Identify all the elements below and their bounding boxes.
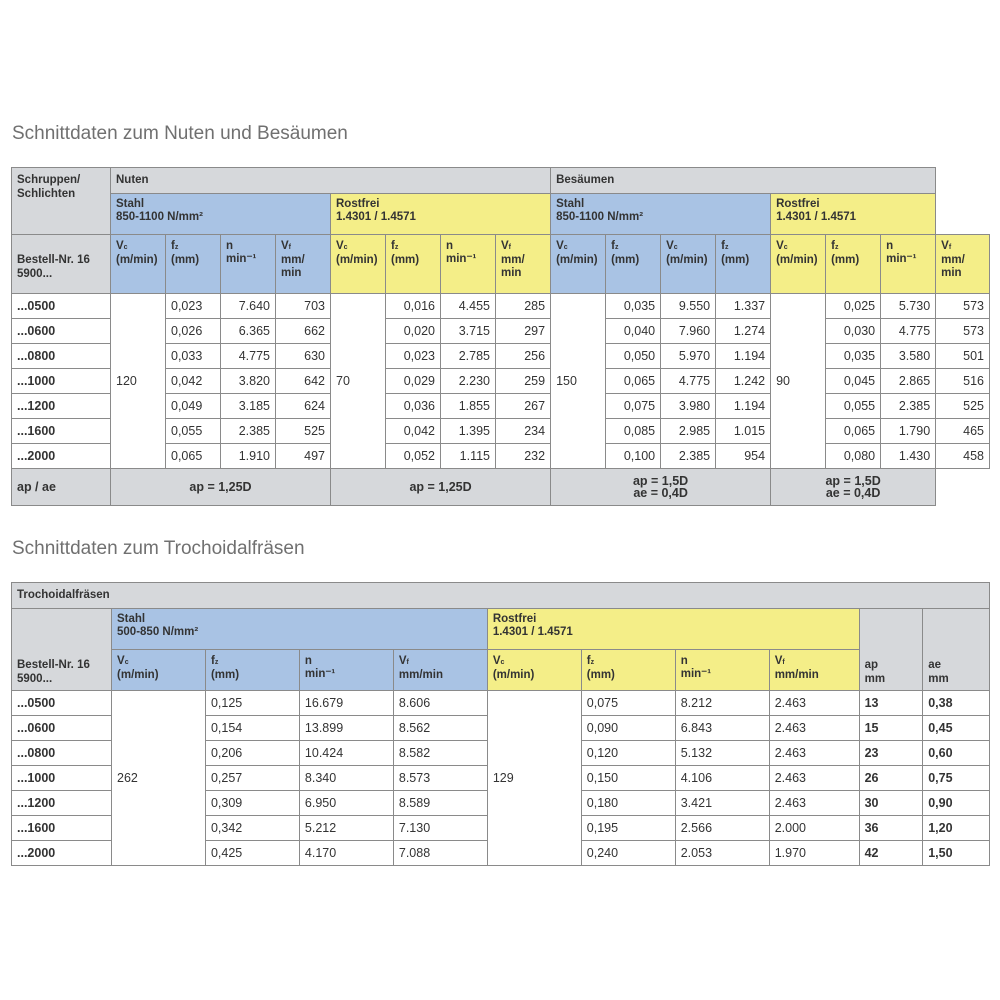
vf-cell: 7.088 [393, 841, 487, 866]
footer-besaeumen-rostfrei: ap = 1,5D ae = 0,4D [771, 469, 936, 506]
fz-cell: 1.242 [716, 369, 771, 394]
fz-cell: 1.194 [716, 344, 771, 369]
vf-cell: 662 [276, 319, 331, 344]
table-row [12, 294, 990, 319]
material-spec: 1.4301 / 1.4571 [492, 626, 573, 638]
ae-cell: 0,38 [923, 691, 990, 716]
material-spec: 850-1100 N/mm² [116, 211, 203, 223]
vf-cell: 2.463 [769, 766, 859, 791]
fz-cell: 0,020 [386, 319, 441, 344]
fz-cell: 0,036 [386, 394, 441, 419]
vf-cell: 516 [936, 369, 990, 394]
vf-cell: 2.463 [769, 716, 859, 741]
group-header-besaeumen: Besäumen [551, 168, 936, 194]
ae-cell: 0,75 [923, 766, 990, 791]
header-bestell-nr: Bestell-Nr. 16 5900... [12, 235, 111, 294]
vf-cell: 8.582 [393, 741, 487, 766]
vf-cell: 256 [496, 344, 551, 369]
n-cell: 4.775 [221, 344, 276, 369]
order-number: ...0800 [12, 344, 111, 369]
col-header-vc: Vc (m/min) [112, 650, 206, 691]
fz-cell: 0,030 [826, 319, 881, 344]
col-header-vc: Vc (m/min) [771, 235, 826, 294]
fz-cell: 0,040 [606, 319, 661, 344]
material-header-stahl [112, 609, 488, 650]
fz-cell: 0,065 [166, 444, 221, 469]
vf-cell: 234 [496, 419, 551, 444]
ap-cell: 13 [859, 691, 923, 716]
fz-cell: 0,045 [826, 369, 881, 394]
vc-rostfrei: 129 [487, 691, 581, 866]
section-title-trochoidal: Schnittdaten zum Trochoidalfräsen [12, 538, 305, 559]
vf-cell: 259 [496, 369, 551, 394]
cutting-data-table-nuten-besaeumen [11, 167, 990, 506]
vc-cell: 7.960 [661, 319, 716, 344]
fz-cell: 0,042 [166, 369, 221, 394]
vf-cell: 2.463 [769, 691, 859, 716]
ap-cell: 30 [859, 791, 923, 816]
vf-cell: 297 [496, 319, 551, 344]
ap-cell: 23 [859, 741, 923, 766]
vc-cell: 4.775 [661, 369, 716, 394]
header-schruppen-schlichten: Schruppen/ Schlichten [12, 168, 111, 235]
material-spec: 1.4301 / 1.4571 [336, 211, 416, 223]
ap-cell: 36 [859, 816, 923, 841]
header-bestell-nr: Bestell-Nr. 16 5900... [12, 650, 112, 691]
n-cell: 1.855 [441, 394, 496, 419]
n-cell: 6.365 [221, 319, 276, 344]
fz-cell: 0,023 [166, 294, 221, 319]
vf-cell: 285 [496, 294, 551, 319]
fz-cell: 0,023 [386, 344, 441, 369]
vf-cell: 501 [936, 344, 990, 369]
col-header-vc: Vc (m/min) [487, 650, 581, 691]
cutting-data-table-trochoidal [11, 582, 990, 866]
fz-cell: 0,180 [581, 791, 675, 816]
n-cell: 3.715 [441, 319, 496, 344]
vf-cell: 525 [276, 419, 331, 444]
order-number: ...1000 [12, 369, 111, 394]
fz-cell: 0,075 [606, 394, 661, 419]
n-cell: 5.730 [881, 294, 936, 319]
order-number: ...0500 [12, 691, 112, 716]
vf-cell: 7.130 [393, 816, 487, 841]
vf-cell: 573 [936, 319, 990, 344]
material-header-stahl-besaeumen [551, 194, 771, 235]
col-header-vf: Vf mm/ min [936, 235, 990, 294]
fz-cell: 0,100 [606, 444, 661, 469]
col-header-vc: Vc (m/min) [551, 235, 606, 294]
n-cell: 13.899 [299, 716, 393, 741]
order-number: ...0600 [12, 716, 112, 741]
n-cell: 2.865 [881, 369, 936, 394]
col-header-vf: Vf mm/ min [276, 235, 331, 294]
fz-cell: 0,042 [386, 419, 441, 444]
fz-cell: 1.337 [716, 294, 771, 319]
vf-cell: 630 [276, 344, 331, 369]
fz-cell: 0,085 [606, 419, 661, 444]
order-number: ...0500 [12, 294, 111, 319]
vc-cell: 2.385 [661, 444, 716, 469]
material-spec: 500-850 N/mm² [117, 626, 199, 638]
col-header-vc: Vc (m/min) [111, 235, 166, 294]
fz-cell: 0,195 [581, 816, 675, 841]
n-cell: 1.115 [441, 444, 496, 469]
n-cell: 6.843 [675, 716, 769, 741]
order-number: ...1200 [12, 791, 112, 816]
col-header-ap: ap mm [859, 650, 923, 691]
fz-cell: 1.015 [716, 419, 771, 444]
vf-cell: 465 [936, 419, 990, 444]
fz-cell: 0,049 [166, 394, 221, 419]
n-cell: 2.385 [221, 419, 276, 444]
order-number: ...1600 [12, 816, 112, 841]
material-spec: 1.4301 / 1.4571 [776, 211, 857, 223]
col-header-n: n min⁻¹ [299, 650, 393, 691]
ae-cell: 0,90 [923, 791, 990, 816]
n-cell: 3.820 [221, 369, 276, 394]
vf-cell: 624 [276, 394, 331, 419]
col-header-n: n min⁻¹ [221, 235, 276, 294]
n-cell: 7.640 [221, 294, 276, 319]
material-name: Stahl [556, 198, 585, 210]
table-row [12, 691, 990, 716]
vf-cell: 497 [276, 444, 331, 469]
col-header-vc: Vc (m/min) [331, 235, 386, 294]
n-cell: 3.580 [881, 344, 936, 369]
vc-cell: 2.985 [661, 419, 716, 444]
n-cell: 2.230 [441, 369, 496, 394]
vf-cell: 2.463 [769, 741, 859, 766]
n-cell: 1.430 [881, 444, 936, 469]
vf-cell: 8.606 [393, 691, 487, 716]
col-header-vf: Vf mm/ min [496, 235, 551, 294]
vf-cell: 2.000 [769, 816, 859, 841]
n-cell: 2.785 [441, 344, 496, 369]
col-header-n: n min⁻¹ [441, 235, 496, 294]
group-header-trochoidal: Trochoidalfräsen [12, 583, 990, 609]
n-cell: 1.790 [881, 419, 936, 444]
material-spec: 850-1100 N/mm² [556, 211, 644, 223]
fz-cell: 0,080 [826, 444, 881, 469]
material-name: Stahl [116, 198, 145, 210]
footer-nuten-stahl: ap = 1,25D [111, 469, 331, 506]
fz-cell: 0,025 [826, 294, 881, 319]
vf-cell: 642 [276, 369, 331, 394]
vf-cell: 703 [276, 294, 331, 319]
fz-cell: 0,150 [581, 766, 675, 791]
fz-cell: 0,125 [205, 691, 299, 716]
vf-cell: 8.562 [393, 716, 487, 741]
vc-besaeumen-stahl: 150 [551, 294, 606, 469]
n-cell: 10.424 [299, 741, 393, 766]
n-cell: 1.910 [221, 444, 276, 469]
n-cell: 2.053 [675, 841, 769, 866]
material-name: Rostfrei [336, 198, 380, 210]
fz-cell: 0,033 [166, 344, 221, 369]
fz-cell: 1.274 [716, 319, 771, 344]
fz-cell: 0,342 [205, 816, 299, 841]
header-ae-top [923, 609, 990, 650]
vf-cell: 267 [496, 394, 551, 419]
vf-cell: 573 [936, 294, 990, 319]
n-cell: 2.385 [881, 394, 936, 419]
material-header-rostfrei-nuten [331, 194, 551, 235]
fz-cell: 0,035 [826, 344, 881, 369]
ap-cell: 26 [859, 766, 923, 791]
n-cell: 4.455 [441, 294, 496, 319]
material-header-rostfrei-besaeumen [771, 194, 936, 235]
ae-cell: 1,20 [923, 816, 990, 841]
material-name: Stahl [117, 613, 146, 625]
header-empty [12, 609, 112, 650]
n-cell: 4.106 [675, 766, 769, 791]
order-number: ...0800 [12, 741, 112, 766]
n-cell: 16.679 [299, 691, 393, 716]
col-header-n: n min⁻¹ [881, 235, 936, 294]
vf-cell: 232 [496, 444, 551, 469]
ae-cell: 0,45 [923, 716, 990, 741]
ae-cell: 1,50 [923, 841, 990, 866]
fz-cell: 0,425 [205, 841, 299, 866]
fz-cell: 0,052 [386, 444, 441, 469]
material-header-rostfrei [487, 609, 859, 650]
col-header-fz: fz (mm) [826, 235, 881, 294]
vc-nuten-rostfrei: 70 [331, 294, 386, 469]
vc-cell: 5.970 [661, 344, 716, 369]
col-header-n: n min⁻¹ [675, 650, 769, 691]
n-cell: 2.566 [675, 816, 769, 841]
fz-cell: 0,026 [166, 319, 221, 344]
vc-stahl: 262 [112, 691, 206, 866]
col-header-fz: fz (mm) [205, 650, 299, 691]
n-cell: 3.421 [675, 791, 769, 816]
vc-cell: 3.980 [661, 394, 716, 419]
vc-besaeumen-rostfrei: 90 [771, 294, 826, 469]
fz-cell: 0,075 [581, 691, 675, 716]
fz-cell: 0,090 [581, 716, 675, 741]
fz-cell: 0,240 [581, 841, 675, 866]
material-name: Rostfrei [776, 198, 820, 210]
vf-cell: 8.573 [393, 766, 487, 791]
vf-cell: 458 [936, 444, 990, 469]
n-cell: 1.395 [441, 419, 496, 444]
footer-nuten-rostfrei: ap = 1,25D [331, 469, 551, 506]
ap-cell: 15 [859, 716, 923, 741]
n-cell: 5.132 [675, 741, 769, 766]
vf-cell: 2.463 [769, 791, 859, 816]
order-number: ...1000 [12, 766, 112, 791]
order-number: ...0600 [12, 319, 111, 344]
material-name: Rostfrei [492, 613, 537, 625]
fz-cell: 0,029 [386, 369, 441, 394]
col-header-fz: fz (mm) [581, 650, 675, 691]
fz-cell: 0,206 [205, 741, 299, 766]
ae-cell: 0,60 [923, 741, 990, 766]
order-number: ...2000 [12, 841, 112, 866]
col-header-vc: Vc (m/min) [661, 235, 716, 294]
vc-cell: 9.550 [661, 294, 716, 319]
group-header-nuten: Nuten [111, 168, 551, 194]
col-header-vf: Vf mm/min [393, 650, 487, 691]
col-header-fz: fz (mm) [166, 235, 221, 294]
col-header-ae: ae mm [923, 650, 990, 691]
fz-cell: 0,154 [205, 716, 299, 741]
col-header-fz: fz (mm) [716, 235, 771, 294]
ap-cell: 42 [859, 841, 923, 866]
order-number: ...2000 [12, 444, 111, 469]
col-header-vf: Vf mm/min [769, 650, 859, 691]
n-cell: 5.212 [299, 816, 393, 841]
vc-nuten-stahl: 120 [111, 294, 166, 469]
fz-cell: 0,055 [166, 419, 221, 444]
fz-cell: 1.194 [716, 394, 771, 419]
vf-cell: 8.589 [393, 791, 487, 816]
order-number: ...1200 [12, 394, 111, 419]
footer-label: ap / ae [12, 469, 111, 506]
fz-cell: 0,065 [606, 369, 661, 394]
section-title-nuten: Schnittdaten zum Nuten und Besäumen [12, 123, 348, 144]
footer-besaeumen-stahl: ap = 1,5D ae = 0,4D [551, 469, 771, 506]
fz-cell: 0,065 [826, 419, 881, 444]
vf-cell: 1.970 [769, 841, 859, 866]
header-ap-top [859, 609, 923, 650]
n-cell: 4.170 [299, 841, 393, 866]
material-header-stahl-nuten [111, 194, 331, 235]
n-cell: 4.775 [881, 319, 936, 344]
n-cell: 8.212 [675, 691, 769, 716]
fz-cell: 0,257 [205, 766, 299, 791]
fz-cell: 0,050 [606, 344, 661, 369]
n-cell: 3.185 [221, 394, 276, 419]
fz-cell: 954 [716, 444, 771, 469]
n-cell: 6.950 [299, 791, 393, 816]
fz-cell: 0,035 [606, 294, 661, 319]
fz-cell: 0,120 [581, 741, 675, 766]
vf-cell: 525 [936, 394, 990, 419]
col-header-fz: fz (mm) [386, 235, 441, 294]
n-cell: 8.340 [299, 766, 393, 791]
fz-cell: 0,055 [826, 394, 881, 419]
fz-cell: 0,309 [205, 791, 299, 816]
order-number: ...1600 [12, 419, 111, 444]
fz-cell: 0,016 [386, 294, 441, 319]
col-header-fz: fz (mm) [606, 235, 661, 294]
